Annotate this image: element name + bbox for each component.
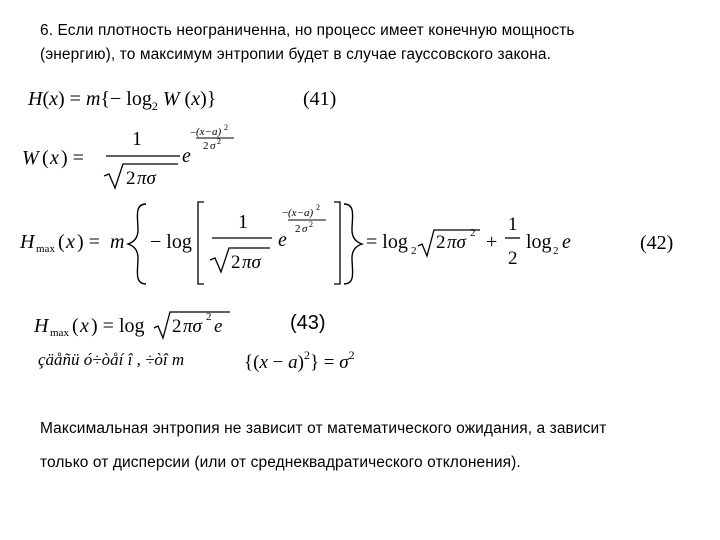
variance-formula: $\{(x - a)^2\} = \sigma^2$: [244, 348, 355, 373]
svg-text:max: max: [50, 327, 69, 339]
svg-text:1: 1: [132, 128, 142, 150]
svg-text:(: (: [72, 315, 79, 337]
svg-text:(: (: [42, 147, 49, 169]
equation-42-number: (42): [640, 232, 674, 254]
gaussian-density-formula: [20, 118, 250, 196]
svg-text:2: 2: [316, 203, 320, 212]
svg-text:max: max: [36, 243, 55, 255]
conclusion-text: [40, 418, 710, 474]
svg-text:W: W: [22, 147, 39, 169]
svg-text:πσ: πσ: [242, 252, 261, 273]
svg-text:2: 2: [172, 316, 182, 337]
svg-text:e: e: [278, 229, 287, 251]
svg-text:(x−a): (x−a): [288, 207, 314, 219]
svg-text:x: x: [80, 315, 89, 337]
equation-41-number: (41): [303, 88, 337, 110]
svg-text:− log: − log: [150, 231, 192, 253]
svg-text:πσ: πσ: [183, 316, 202, 337]
svg-text:1: 1: [238, 211, 248, 233]
heading-line-2: (энергию), то максимум энтропии будет в случае гауссовского закона.: [40, 46, 552, 63]
conclusion-line-1: Максимальная энтропия не зависит от математического ожидания, а зависит: [40, 420, 607, 437]
heading-text: [40, 20, 700, 66]
svg-text:σ: σ: [210, 140, 216, 152]
svg-text:= log: = log: [366, 231, 408, 253]
svg-text:2: 2: [295, 223, 301, 235]
svg-text:1: 1: [508, 214, 518, 235]
svg-text:2: 2: [217, 137, 221, 146]
svg-text:2: 2: [470, 227, 476, 239]
svg-text:H: H: [34, 315, 49, 337]
svg-text:log: log: [526, 231, 552, 253]
conclusion-line-2: только от дисперсии (или от среднеквадратического отклонения).: [40, 454, 521, 471]
equation-43-number: (43): [290, 312, 326, 334]
svg-text:m: m: [110, 231, 125, 253]
svg-text:2: 2: [309, 220, 313, 229]
svg-text:−: −: [282, 207, 289, 219]
svg-text:2: 2: [126, 168, 136, 189]
svg-text:2: 2: [206, 311, 212, 323]
svg-text:H: H: [20, 231, 35, 253]
svg-text:2: 2: [508, 248, 518, 269]
svg-text:e: e: [182, 145, 191, 167]
heading-line-1: 6. Если плотность неограниченна, но процесс имеет конечную мощность: [40, 22, 575, 39]
svg-text:2: 2: [203, 140, 209, 152]
equation-41: $H(x) = m\{- \log_2 W$ (x)}: [28, 88, 217, 113]
equation-43: [30, 306, 250, 346]
svg-text:πσ: πσ: [137, 168, 156, 189]
svg-text:2: 2: [553, 245, 559, 257]
svg-text:x: x: [66, 231, 75, 253]
svg-text:) = log: ) = log: [91, 315, 145, 337]
svg-text:2: 2: [436, 232, 446, 253]
svg-text:) =: ) =: [77, 231, 100, 253]
svg-text:−: −: [190, 127, 197, 139]
svg-text:e: e: [214, 316, 223, 337]
garbled-caption: çäåñü ó÷òåí î , ÷òî m: [38, 350, 185, 369]
svg-text:e: e: [562, 231, 571, 253]
svg-text:+: +: [486, 231, 498, 253]
svg-text:2: 2: [224, 123, 228, 132]
svg-text:πσ: πσ: [447, 232, 466, 253]
svg-text:) =: ) =: [61, 147, 84, 169]
svg-text:σ: σ: [302, 223, 308, 235]
svg-text:2: 2: [411, 245, 417, 257]
svg-text:x: x: [50, 147, 59, 169]
svg-text:2: 2: [231, 252, 241, 273]
svg-text:(x−a): (x−a): [196, 126, 222, 138]
svg-text:(: (: [58, 231, 65, 253]
equation-42: [14, 196, 634, 286]
